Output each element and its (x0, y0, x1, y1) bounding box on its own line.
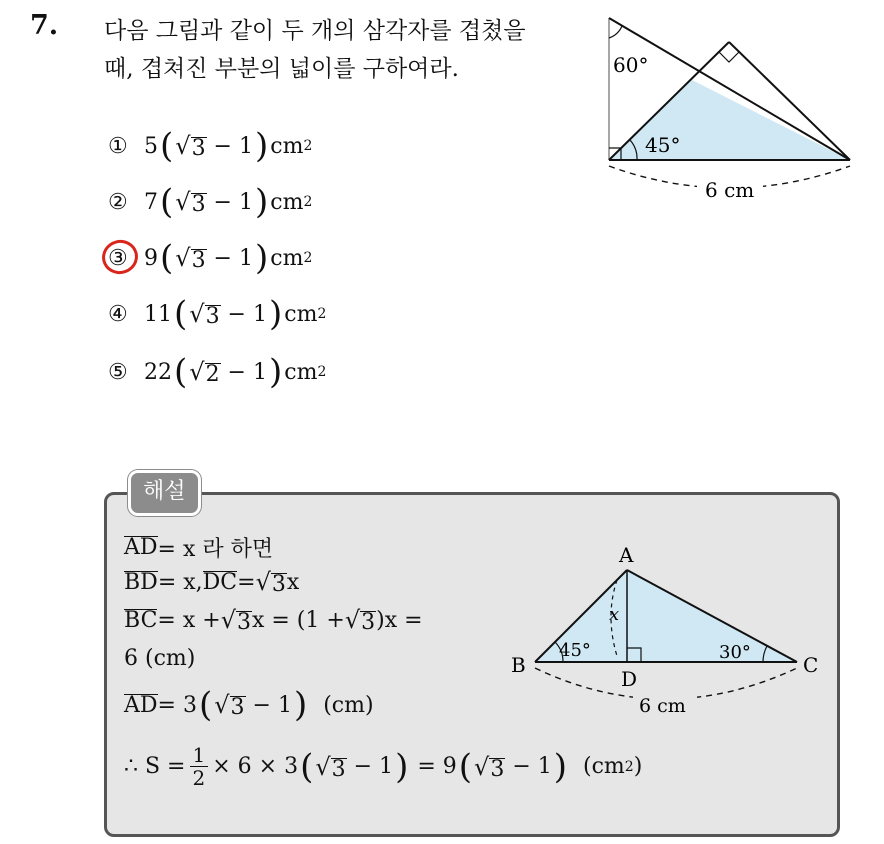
vertex-b-label: B (511, 653, 526, 677)
triangle-abc-figure (505, 540, 835, 720)
choice-4[interactable]: ④ 11 ( √ 3 − 1 ) cm 2 (108, 294, 327, 334)
angle-60-label: 60° (613, 53, 649, 77)
choice-mark: ② (108, 189, 128, 215)
base-length-label: 6 cm (705, 178, 755, 202)
fraction: $\frac{1}{2}$ (190, 744, 209, 789)
choice-5[interactable]: ⑤ 22 ( √ 2 − 1 ) cm 2 (108, 352, 327, 392)
question-line-1: 다음 그림과 같이 두 개의 삼각자를 겹쳤을 (104, 18, 526, 44)
question-line-2: 때, 겹쳐진 부분의 넓이를 구하여라. (104, 56, 459, 82)
set-squares-figure (605, 14, 855, 204)
point-d-label: D (621, 667, 638, 691)
solution-line-4: 6 (cm) (124, 646, 196, 671)
solution-line-3: BC = x + √ 3 x = (1 + √ 3 )x = (124, 606, 423, 635)
choice-mark: ① (108, 133, 128, 159)
angle-45-label: 45° (559, 640, 591, 661)
sqrt-symbol: √ 3 (175, 132, 206, 161)
base-6cm-label: 6 cm (639, 695, 686, 717)
solution-line-6: ∴ S = $\frac{1}{2}$ × 6 × 3 ( √ 3 − 1 ) = 9 ( √ 3 − 1 ) (cm 2 ) (124, 743, 643, 790)
angle-45-label: 45° (645, 133, 681, 157)
choice-mark: ③ (108, 245, 128, 271)
choice-mark: ⑤ (108, 359, 128, 385)
choice-coef: 22 (144, 359, 172, 385)
sqrt-symbol: √ 3 (175, 188, 206, 217)
solution-line-5: AD = 3 ( √ 3 − 1 ) (cm) (124, 685, 374, 725)
choice-coef: 11 (144, 301, 172, 327)
choice-coef: 9 (144, 245, 158, 271)
choice-1[interactable]: ① 5 ( √ 3 − 1 ) cm 2 (108, 126, 313, 166)
choice-coef: 7 (144, 189, 158, 215)
solution-tag: 해설 (128, 470, 201, 516)
height-x-label: x (609, 604, 620, 625)
choice-mark: ④ (108, 301, 128, 327)
question-number: 7. (30, 10, 59, 41)
solution-line-2: BD = x, DC = √ 3 x (124, 568, 300, 597)
vertex-c-label: C (803, 653, 819, 677)
sqrt-symbol: √ 2 (189, 358, 220, 387)
vertex-a-label: A (619, 543, 634, 567)
question-text (104, 12, 526, 88)
sqrt-symbol: √ 3 (175, 244, 206, 273)
choice-2[interactable]: ② 7 ( √ 3 − 1 ) cm 2 (108, 182, 313, 222)
solution-line-1: AD = x 라 하면 (124, 535, 274, 562)
sqrt-symbol: √ 3 (189, 300, 220, 329)
choice-3[interactable]: ③ 9 ( √ 3 − 1 ) cm 2 (108, 238, 313, 278)
choice-coef: 5 (144, 133, 158, 159)
angle-30-label: 30° (719, 642, 751, 663)
